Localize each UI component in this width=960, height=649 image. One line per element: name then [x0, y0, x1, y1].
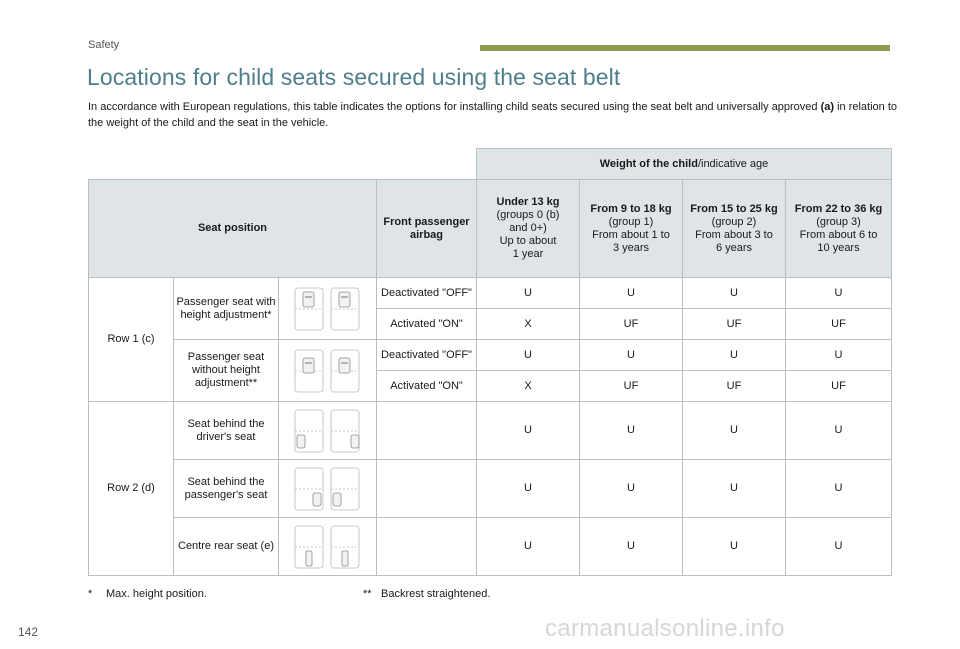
seat-diagram-icon: [291, 464, 365, 514]
seat-passenger-height: Passenger seat with height adjustment*: [174, 278, 279, 340]
intro-text-2: in relation to the weight of the child and the seat in the vehicle.: [88, 101, 897, 129]
cell-value: UF: [580, 371, 683, 402]
watermark: carmanualsonline.info: [545, 615, 785, 642]
cell-value: U: [580, 402, 683, 460]
section-label: Safety: [88, 39, 120, 51]
footnote-star-text: Max. height position.: [106, 588, 207, 600]
cell-value: U: [683, 460, 786, 518]
seat-behind-driver: Seat behind the driver's seat: [174, 402, 279, 460]
airbag-header: Front passenger airbag: [377, 180, 477, 278]
seat-position-header: Seat position: [89, 180, 377, 278]
cell-value: U: [683, 278, 786, 309]
cell-value: U: [786, 278, 892, 309]
group-1-header: From 9 to 18 kg (group 1) From about 1 to 3 years: [580, 180, 683, 278]
airbag-off-label: Deactivated "OFF": [377, 278, 477, 309]
seat-diagram-behind-driver: [279, 402, 377, 460]
cell-value: UF: [580, 309, 683, 340]
seat-diagram-front-passenger-high: [279, 278, 377, 340]
seat-diagram-icon: [291, 346, 365, 396]
cell-value: X: [477, 371, 580, 402]
child-seat-table: [88, 148, 892, 576]
seat-diagram-front-passenger-low: [279, 340, 377, 402]
page-title: Locations for child seats secured using the seat belt: [87, 64, 621, 90]
section-header-bar: [480, 45, 890, 51]
airbag-on-label: Activated "ON": [377, 309, 477, 340]
cell-value: UF: [683, 309, 786, 340]
weight-header: Weight of the child/indicative age: [477, 149, 892, 180]
airbag-empty-cell: [377, 460, 477, 518]
seat-diagram-behind-passenger: [279, 460, 377, 518]
cell-value: X: [477, 309, 580, 340]
cell-value: U: [786, 402, 892, 460]
airbag-off-label: Deactivated "OFF": [377, 340, 477, 371]
cell-value: U: [477, 402, 580, 460]
footnote-double-star-mark: **: [363, 588, 372, 600]
cell-value: U: [477, 340, 580, 371]
seat-diagram-icon: [291, 522, 365, 572]
cell-value: UF: [683, 371, 786, 402]
group-3-header: From 22 to 36 kg (group 3) From about 6 to 10 years: [786, 180, 892, 278]
cell-value: U: [477, 278, 580, 309]
cell-value: U: [683, 340, 786, 371]
airbag-empty-cell: [377, 518, 477, 576]
cell-value: U: [786, 518, 892, 576]
intro-text-1: In accordance with European regulations, this table indicates the options for installing child seats secured using the seat belt and universally approved: [88, 101, 818, 113]
seat-diagram-icon: [291, 406, 365, 456]
cell-value: U: [786, 340, 892, 371]
intro-ref-a: (a): [820, 101, 835, 113]
cell-value: U: [683, 402, 786, 460]
page-number: 142: [18, 625, 39, 639]
cell-value: UF: [786, 309, 892, 340]
row-2-label: Row 2 (d): [89, 402, 174, 576]
row-1-label: Row 1 (c): [89, 278, 174, 402]
footnote-double-star-text: Backrest straightened.: [381, 588, 491, 600]
cell-value: U: [477, 518, 580, 576]
seat-passenger-no-height: Passenger seat without height adjustment**: [174, 340, 279, 402]
footnote-star-mark: *: [88, 588, 93, 600]
cell-value: U: [477, 460, 580, 518]
airbag-empty-cell: [377, 402, 477, 460]
cell-value: U: [580, 518, 683, 576]
seat-diagram-centre-rear: [279, 518, 377, 576]
seat-behind-passenger: Seat behind the passenger's seat: [174, 460, 279, 518]
intro-paragraph: [88, 99, 898, 131]
cell-value: U: [580, 340, 683, 371]
cell-value: U: [786, 460, 892, 518]
seat-diagram-icon: [291, 284, 365, 334]
cell-value: U: [683, 518, 786, 576]
cell-value: U: [580, 278, 683, 309]
airbag-on-label: Activated "ON": [377, 371, 477, 402]
cell-value: UF: [786, 371, 892, 402]
table-blank-corner: [89, 149, 477, 180]
cell-value: U: [580, 460, 683, 518]
group-0-header: Under 13 kg (groups 0 (b) and 0+) Up to about 1 year: [477, 180, 580, 278]
seat-centre-rear: Centre rear seat (e): [174, 518, 279, 576]
group-2-header: From 15 to 25 kg (group 2) From about 3 to 6 years: [683, 180, 786, 278]
